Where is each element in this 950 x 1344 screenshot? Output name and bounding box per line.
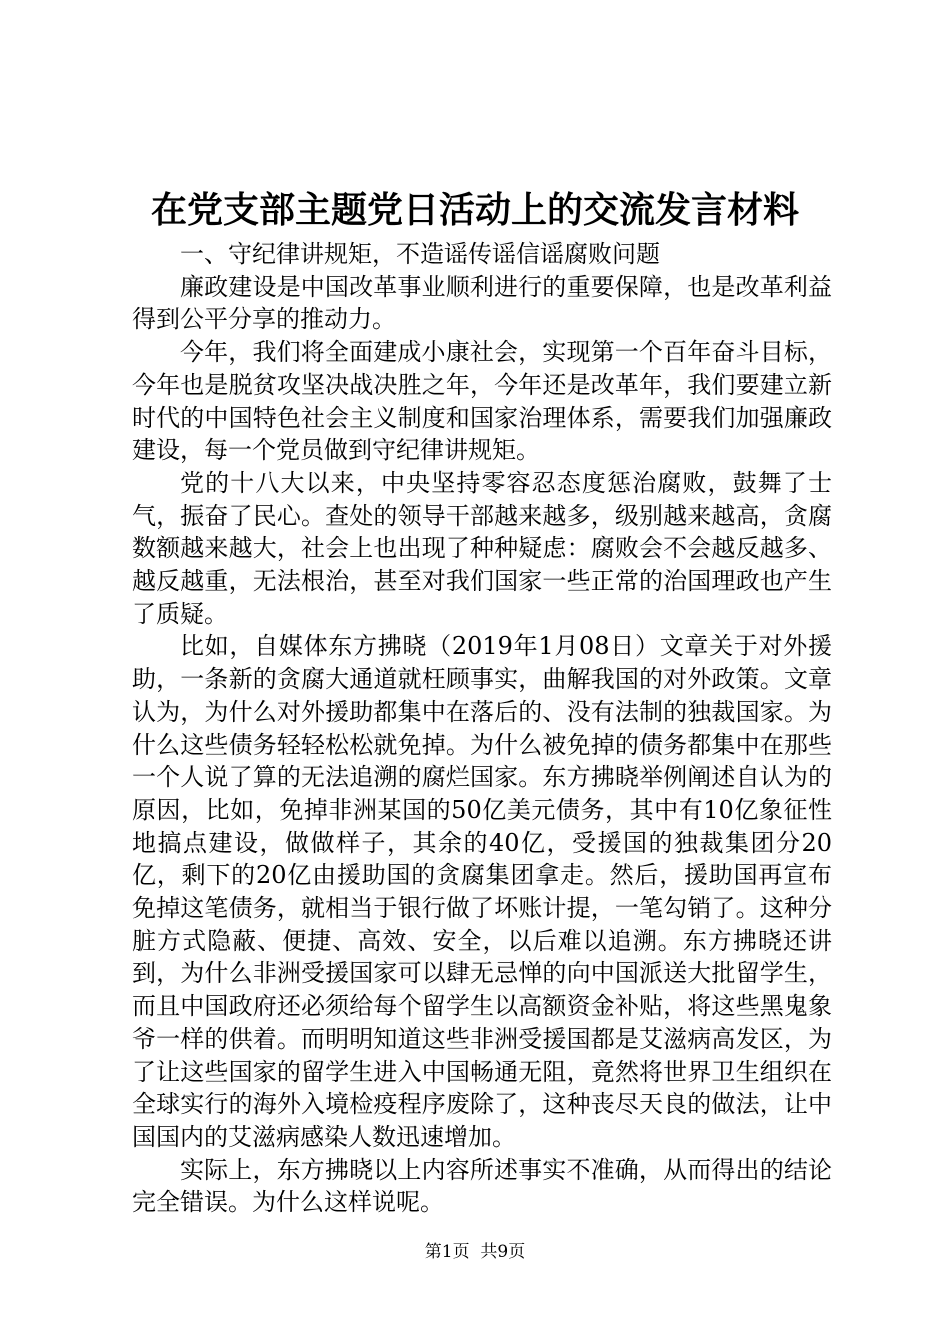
- body-paragraph: 实际上，东方拂晓以上内容所述事实不准确，从而得出的结论完全错误。为什么这样说呢。: [132, 1155, 832, 1217]
- page-total: 共9页: [480, 1242, 526, 1262]
- section-heading: 一、守纪律讲规矩，不造谣传谣信谣腐败问题: [180, 240, 660, 268]
- body-paragraph: 党的十八大以来，中央坚持零容忍态度惩治腐败，鼓舞了士气，振奋了民心。查处的领导干部越来越多，级别越来越高，贪腐数额越来越大，社会上也出现了种种疑虑：腐败会不会越反越多、越反越重，无法根治，甚至对我们国家一些正常的治国理政也产生了质疑。: [132, 468, 832, 628]
- page-number: 第1页: [424, 1242, 470, 1262]
- document-body: [132, 238, 832, 1219]
- body-paragraph: 今年，我们将全面建成小康社会，实现第一个百年奋斗目标，今年也是脱贫攻坚决战决胜之年，今年还是改革年，我们要建立新时代的中国特色社会主义制度和国家治理体系，需要我们加强廉政建设，每一个党员做到守纪律讲规矩。: [132, 338, 832, 465]
- document-title: 在党支部主题党日活动上的交流发言材料: [150, 189, 799, 231]
- body-paragraph: 廉政建设是中国改革事业顺利进行的重要保障，也是改革利益得到公平分享的推动力。: [132, 272, 832, 334]
- page-footer: [0, 1240, 950, 1264]
- body-paragraph: 比如，自媒体东方拂晓（2019年1月08日）文章关于对外援助，一条新的贪腐大通道就枉顾事实，曲解我国的对外政策。文章认为，为什么对外援助都集中在落后的、没有法制的独裁国家。为什么这些债务轻轻松松就免掉。为什么被免掉的债务都集中在那些一个人说了算的无法追溯的腐烂国家。东方拂晓举例阐述自认为的原因，比如，免掉非洲某国的50亿美元债务，其中有10亿象征性地搞点建设，做做样子，其余的40亿，受援国的独裁集团分20亿，剩下的20亿由援助国的贪腐集团拿走。然后，援助国再宣布免掉这笔债务，就相当于银行做了坏账计提，一笔勾销了。这种分脏方式隐蔽、便捷、高效、安全，以后难以追溯。东方拂晓还讲到，为什么非洲受援国家可以肆无忌惮的向中国派送大批留学生，而且中国政府还必须给每个留学生以高额资金补贴，将这些黑鬼象爷一样的供着。而明明知道这些非洲受援国都是艾滋病高发区，为了让这些国家的留学生进入中国畅通无阻，竟然将世界卫生组织在全球实行的海外入境检疫程序废除了，这种丧尽天良的做法，让中国国内的艾滋病感染人数迅速增加。: [132, 632, 832, 1151]
